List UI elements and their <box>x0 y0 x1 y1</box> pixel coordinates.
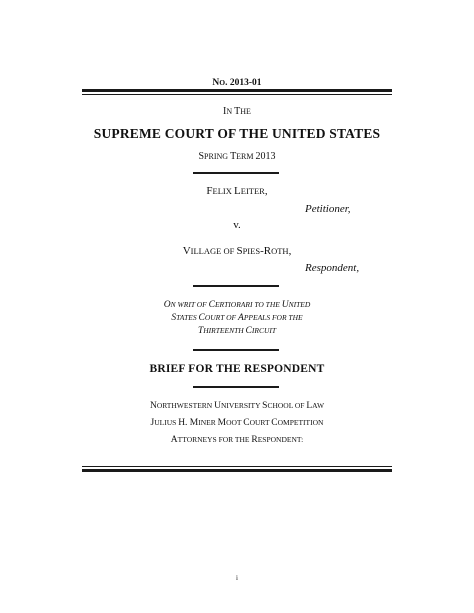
writ-l2-a: S <box>171 313 177 323</box>
petitioner-role: Petitioner, <box>305 203 351 215</box>
counsel-l2-c: H. M <box>178 418 199 428</box>
docket-value: . 2013-01 <box>225 78 262 88</box>
bottom-rule-thin <box>82 466 392 467</box>
in-the-n: N <box>226 107 235 116</box>
writ-line-1 <box>0 300 474 310</box>
respondent-oth: OTH <box>271 246 289 256</box>
writ-l3-c: C <box>245 326 252 336</box>
writ-l2-d: OURT OF <box>204 313 239 322</box>
writ-line-2 <box>0 313 474 323</box>
respondent-s: S <box>236 245 243 257</box>
docket-prefix-small: O <box>219 78 226 87</box>
respondent-illage: ILLAGE OF <box>190 246 237 256</box>
respondent-v: V <box>182 245 191 257</box>
counsel-l2-b: ULIUS <box>154 418 179 427</box>
rule-after-brief-title <box>193 386 279 388</box>
brief-title: BRIEF FOR THE RESPONDENT <box>149 363 325 375</box>
term-line <box>0 151 474 162</box>
docket-prefix: N <box>212 78 220 88</box>
counsel-l1-a: N <box>149 401 157 411</box>
writ-l1-e: U <box>281 300 289 310</box>
petitioner-name <box>0 185 474 197</box>
counsel-line-3 <box>0 435 474 445</box>
counsel-l2-a: J <box>150 418 155 428</box>
court-name: SUPREME COURT OF THE UNITED STATES <box>93 126 381 141</box>
writ-l3-a: T <box>197 326 204 336</box>
counsel-l2-d: INER <box>198 418 218 427</box>
petitioner-eiter: EITER <box>240 186 265 196</box>
counsel-l1-d: NIVERSITY <box>220 401 263 410</box>
writ-line-3 <box>0 326 474 336</box>
counsel-line-2 <box>0 418 474 428</box>
in-the-he: HE <box>240 107 251 116</box>
writ-l3-b: HIRTEENTH <box>203 326 246 335</box>
docket-number <box>0 78 474 88</box>
in-the-t: T <box>234 106 241 117</box>
writ-l2-f: PPEALS FOR THE <box>243 313 303 322</box>
writ-l1-d: ERTIORARI TO THE <box>214 300 282 309</box>
respondent-role: Respondent, <box>305 262 360 274</box>
counsel-l1-h: AW <box>312 401 325 410</box>
counsel-l3-d: ESPONDENT: <box>257 435 304 444</box>
petitioner-l: L <box>234 185 241 197</box>
counsel-l1-g: L <box>306 401 313 411</box>
writ-l2-b: TATES <box>176 313 199 322</box>
counsel-l3-c: R <box>251 435 258 445</box>
in-the-i: I <box>223 106 227 117</box>
counsel-l1-f: CHOOL OF <box>267 401 307 410</box>
rule-after-term <box>193 172 279 174</box>
writ-l1-c: C <box>208 300 215 310</box>
petitioner-comma: , <box>264 185 268 197</box>
counsel-l1-e: S <box>262 401 268 411</box>
writ-l3-d: IRCUIT <box>251 326 277 335</box>
versus: v. <box>233 219 241 231</box>
counsel-l1-b: ORTHWESTERN <box>156 401 215 410</box>
term-s: S <box>198 151 205 162</box>
top-rule-thick <box>82 89 392 92</box>
counsel-l2-i: C <box>271 418 278 428</box>
petitioner-elix: ELIX <box>212 186 235 196</box>
term-t: T <box>230 151 237 162</box>
respondent-r: R <box>263 245 272 257</box>
petitioner-f: F <box>206 185 213 197</box>
counsel-l3-b: TTORNEYS FOR THE <box>177 435 252 444</box>
in-the-line <box>0 106 474 117</box>
writ-l1-f: NITED <box>288 300 311 309</box>
term-erm: ERM <box>236 152 256 161</box>
counsel-l1-c: U <box>214 401 221 411</box>
writ-l1-b: N WRIT OF <box>170 300 209 309</box>
respondent-comma: , <box>288 245 292 257</box>
term-year: 2013 <box>255 151 276 162</box>
bottom-rule-thick <box>82 469 392 472</box>
counsel-l2-e: M <box>217 418 227 428</box>
counsel-line-1 <box>0 401 474 411</box>
counsel-l2-h: OURT <box>249 418 272 427</box>
counsel-l2-j: OMPETITION <box>277 418 324 427</box>
page-number: i <box>236 574 238 582</box>
term-pring: PRING <box>204 152 231 161</box>
top-rule-thin <box>82 94 392 95</box>
rule-after-parties <box>193 285 279 287</box>
respondent-pies: PIES <box>242 246 261 256</box>
counsel-l3-a: A <box>170 435 178 445</box>
writ-l2-e: A <box>238 313 244 323</box>
writ-l1-a: O <box>163 300 171 310</box>
counsel-l2-g: C <box>243 418 250 428</box>
counsel-l2-f: OOT <box>226 418 244 427</box>
respondent-dash: - <box>260 245 264 257</box>
rule-before-brief-title <box>193 349 279 351</box>
respondent-name <box>0 245 474 257</box>
writ-l2-c: C <box>198 313 205 323</box>
